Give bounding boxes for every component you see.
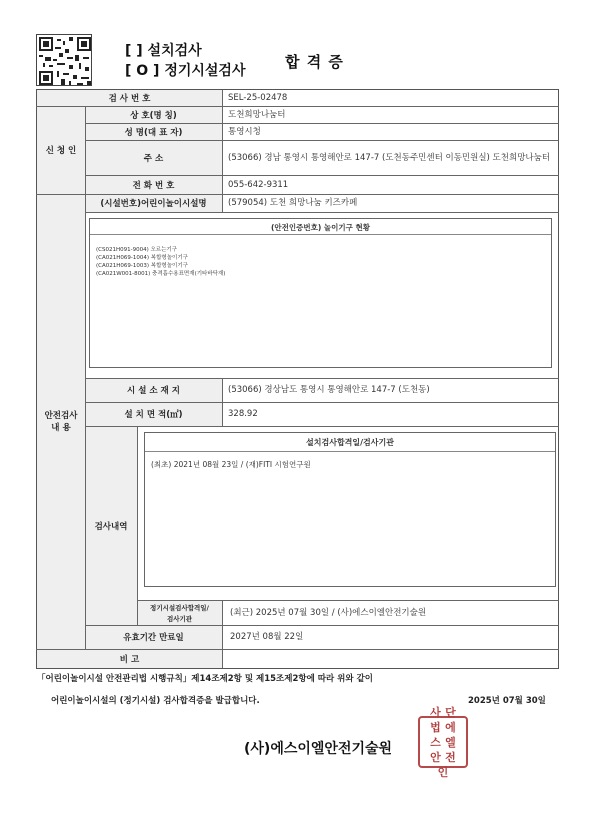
representative-label: 성 명(대 표 자) bbox=[124, 127, 183, 138]
issue-date: 2025년 07월 30일 bbox=[468, 696, 546, 706]
periodic-inspection-check: [ O ] 정기시설검사 bbox=[125, 63, 246, 79]
list-item: (CA021H069-1004) 복합형놀이기구 bbox=[96, 255, 188, 261]
representative-value: 통영시청 bbox=[228, 126, 261, 137]
business-name-value: 도천희망나눔터 bbox=[228, 109, 286, 120]
area-value: 328.92 bbox=[228, 409, 258, 419]
list-item: (CA021W001-8001) 충격흡수용표면재(기타바닥재) bbox=[96, 271, 226, 277]
periodic-inspection-record: (최근) 2025년 07월 30일 / (사)에스이엘안전기술원 bbox=[230, 607, 427, 618]
issuer-name: (사)에스이엘안전기술원 bbox=[244, 741, 393, 757]
inspection-no-value: SEL-25-02478 bbox=[228, 93, 288, 103]
official-seal: 사 단 법 에 스 엘 안 전 인 bbox=[418, 716, 468, 768]
address-value: (53066) 경남 통영시 통영해안로 147-7 (도천동주민센터 이동민원실) 도천희망나눔터 bbox=[228, 153, 551, 163]
equipment-list-header: (안전인증번호) 놀이기구 현황 bbox=[270, 223, 371, 232]
area-label: 설 치 면 적(㎡) bbox=[124, 410, 183, 420]
install-inspection-box bbox=[144, 432, 556, 587]
inspection-no-label: 검 사 번 호 bbox=[108, 94, 151, 104]
location-label: 시 설 소 재 지 bbox=[127, 386, 180, 396]
facility-name-label: (시설번호)어린이놀이시설명 bbox=[100, 199, 207, 209]
list-item: (CA021H069-1003) 복합형놀이기구 bbox=[96, 263, 188, 269]
periodic-inspection-label: 정기시설검사합격일/ bbox=[150, 603, 209, 612]
install-inspection-check: [ ] 설치검사 bbox=[125, 43, 202, 59]
location-value: (53066) 경상남도 통영시 통영해안로 147-7 (도천동) bbox=[228, 385, 430, 395]
qr-code bbox=[36, 34, 92, 86]
periodic-inspection-label-2: 검사기관 bbox=[166, 614, 193, 623]
business-name-label: 상 호(명 칭) bbox=[130, 110, 177, 121]
facility-name-value: (579054) 도천 희망나눔 키즈카페 bbox=[228, 198, 358, 208]
equipment-list bbox=[96, 246, 225, 278]
safety-inspection-label: 안전검사 내 용 bbox=[44, 410, 78, 433]
install-inspection-record: (최초) 2021년 08월 23일 / (재)FITI 시험연구원 bbox=[151, 460, 311, 469]
list-item: (CS021H091-9004) 오르는기구 bbox=[96, 247, 178, 253]
applicant-label: 신 청 인 bbox=[45, 146, 77, 156]
inspection-history-label: 검사내역 bbox=[94, 521, 128, 532]
document-title: 합 격 증 bbox=[285, 53, 344, 71]
equipment-list-box bbox=[89, 218, 552, 368]
statement-line-2: 어린이놀이시설의 (정기시설) 검사합격증을 발급합니다. bbox=[51, 696, 260, 706]
validity-label: 유효기간 만료일 bbox=[123, 633, 184, 643]
remarks-label: 비 고 bbox=[119, 654, 140, 665]
phone-value: 055-642-9311 bbox=[228, 179, 289, 190]
validity-value: 2027년 08월 22일 bbox=[230, 632, 304, 642]
statement-line-1: 「어린이놀이시설 안전관리법 시행규칙」제14조제2항 및 제15조제2항에 따라 위와 같이 bbox=[37, 674, 373, 684]
address-label: 주 소 bbox=[143, 153, 164, 164]
phone-label: 전 화 번 호 bbox=[132, 180, 175, 191]
install-inspection-header: 설치검사합격일/검사기관 bbox=[306, 438, 394, 447]
